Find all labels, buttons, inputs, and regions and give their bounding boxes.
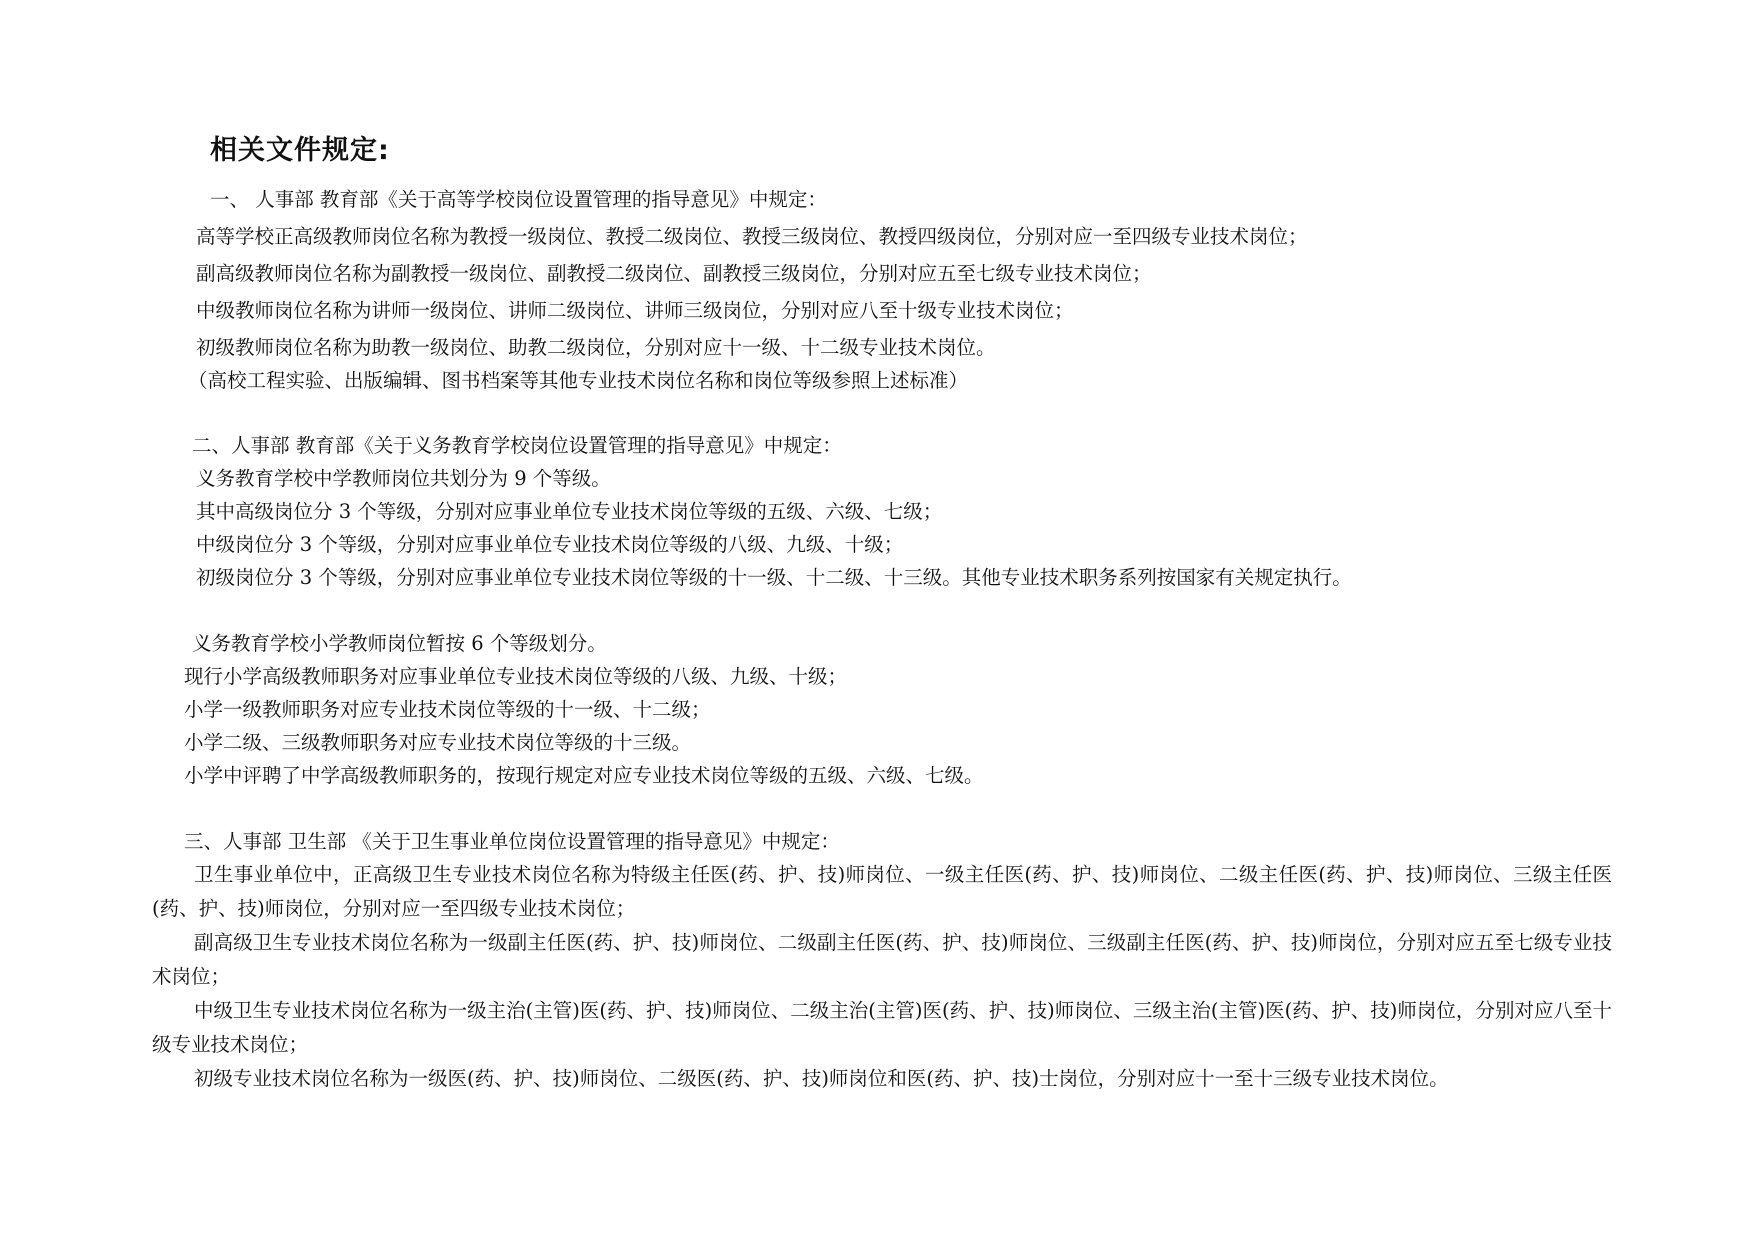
section2-line: 中级岗位分 3 个等级，分别对应事业单位专业技术岗位等级的八级、九级、十级； <box>196 533 904 556</box>
section2-primary-intro: 义务教育学校小学教师岗位暂按 6 个等级划分。 <box>192 632 607 655</box>
section1-line: 中级教师岗位名称为讲师一级岗位、讲师二级岗位、讲师三级岗位，分别对应八至十级专业技术岗位； <box>196 299 1074 322</box>
section1-line: 高等学校正高级教师岗位名称为教授一级岗位、教授二级岗位、教授三级岗位、教授四级岗位，分别对应一至四级专业技术岗位； <box>196 225 1308 248</box>
section2-primary-line: 小学中评聘了中学高级教师职务的，按现行规定对应专业技术岗位等级的五级、六级、七级。 <box>184 764 984 787</box>
section2-line: 义务教育学校中学教师岗位共划分为 9 个等级。 <box>196 467 611 490</box>
section2-primary-line: 小学二级、三级教师职务对应专业技术岗位等级的十三级。 <box>184 731 692 754</box>
section1-heading: 一、 人事部 教育部《关于高等学校岗位设置管理的指导意见》中规定： <box>210 188 827 211</box>
section1-line: 初级教师岗位名称为助教一级岗位、助教二级岗位，分别对应十一级、十二级专业技术岗位。 <box>196 336 996 359</box>
section2-line: 初级岗位分 3 个等级，分别对应事业单位专业技术岗位等级的十一级、十二级、十三级。其他专业技术职务系列按国家有关规定执行。 <box>196 566 1352 589</box>
section3-heading: 三、人事部 卫生部 《关于卫生事业单位岗位设置管理的指导意见》中规定： <box>184 830 840 853</box>
section2-primary-line: 小学一级教师职务对应专业技术岗位等级的十一级、十二级； <box>184 698 711 721</box>
section2-heading: 二、人事部 教育部《关于义务教育学校岗位设置管理的指导意见》中规定： <box>192 434 842 457</box>
section1-note: （高校工程实验、出版编辑、图书档案等其他专业技术岗位名称和岗位等级参照上述标准） <box>188 369 969 392</box>
section3-paragraph: 中级卫生专业技术岗位名称为一级主治(主管)医(药、护、技)师岗位、二级主治(主管)医(药、护、技)师岗位、三级主治(主管)医(药、护、技)师岗位，分别对应八至十级专业技术岗位； <box>152 999 1612 1056</box>
section3-paragraph: 卫生事业单位中，正高级卫生专业技术岗位名称为特级主任医(药、护、技)师岗位、一级主任医(药、护、技)师岗位、二级主任医(药、护、技)师岗位、三级主任医(药、护、技)师岗位，分别对应一至四级专业技术岗位； <box>152 863 1612 920</box>
section1-line: 副高级教师岗位名称为副教授一级岗位、副教授二级岗位、副教授三级岗位，分别对应五至七级专业技术岗位； <box>196 262 1152 285</box>
section3-paragraph: 副高级卫生专业技术岗位名称为一级副主任医(药、护、技)师岗位、二级副主任医(药、护、技)师岗位、三级副主任医(药、护、技)师岗位，分别对应五至七级专业技术岗位； <box>152 931 1612 988</box>
section2-line: 其中高级岗位分 3 个等级，分别对应事业单位专业技术岗位等级的五级、六级、七级； <box>196 500 943 523</box>
section3-paragraph: 初级专业技术岗位名称为一级医(药、护、技)师岗位、二级医(药、护、技)师岗位和医(药、护、技)士岗位，分别对应十一至十三级专业技术岗位。 <box>194 1067 1449 1090</box>
section2-primary-line: 现行小学高级教师职务对应事业单位专业技术岗位等级的八级、九级、十级； <box>184 665 848 688</box>
page-title: 相关文件规定: <box>210 135 390 166</box>
